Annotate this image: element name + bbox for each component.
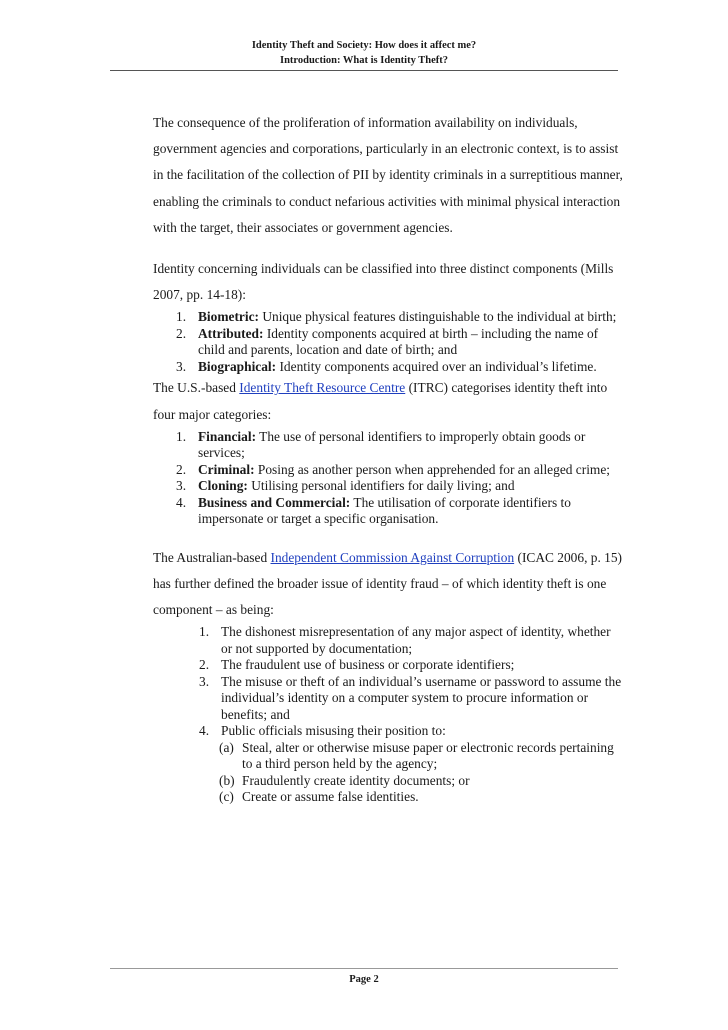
- list-description: Unique physical features distinguishable to the individual at birth;: [258, 309, 617, 325]
- list-term: Financial:: [198, 428, 257, 444]
- itrc-text-before: The U.S.-based: [153, 380, 240, 396]
- icac-link[interactable]: Independent Commission Against Corruption: [270, 549, 515, 565]
- list-description: Utilising personal identifiers for daily living; and: [247, 478, 515, 494]
- list-number: 3.: [176, 478, 187, 494]
- list-item: [153, 462, 623, 479]
- list-number: 2.: [176, 461, 187, 477]
- list-text: The dishonest misrepresentation of any major aspect of identity, whether or not supported by documentation;: [221, 624, 611, 656]
- sub-list-item: [153, 740, 623, 773]
- list-item: [153, 657, 623, 674]
- list-number: 1.: [199, 624, 210, 640]
- identity-components-list: [153, 309, 623, 375]
- sub-list-marker: (b): [219, 772, 235, 788]
- header-subtitle: Introduction: What is Identity Theft?: [279, 55, 449, 66]
- list-item: [153, 359, 623, 376]
- list-text: The misuse or theft of an individual’s username or password to assume the individual’s identity on a computer system to procure information or benefits; and: [221, 673, 622, 722]
- list-description: The use of personal identifiers to improperly obtain goods or services;: [198, 428, 586, 461]
- paragraph-consequence: The consequence of the proliferation of information availability on individuals, government agencies and corporations, particularly in an electronic context, is to assist in the facilitation of the collection of PII by identity criminals in a surreptitious manner, enabling the criminals to conduct nefarious activities with minimal physical interaction with the target, their associates or government agencies.: [153, 115, 623, 235]
- list-number: 2.: [176, 325, 187, 341]
- sub-list-text: Steal, alter or otherwise misuse paper or electronic records pertaining to a third person held by the agency;: [242, 739, 614, 772]
- sub-list-item: [153, 773, 623, 790]
- list-text: The fraudulent use of business or corporate identifiers;: [221, 657, 515, 673]
- list-term: Attributed:: [198, 325, 264, 341]
- running-header: [110, 38, 618, 68]
- sub-list-text: Create or assume false identities.: [242, 789, 419, 805]
- list-term: Cloning:: [198, 478, 248, 494]
- icac-sub-list: [153, 740, 623, 806]
- list-description: Identity components acquired over an individual’s lifetime.: [276, 358, 597, 374]
- list-item: [153, 495, 623, 528]
- sub-list-marker: (a): [219, 739, 234, 755]
- icac-definition-list: [153, 624, 623, 740]
- list-item: [153, 624, 623, 657]
- list-number: 2.: [199, 657, 210, 673]
- list-text: Public officials misusing their position to:: [221, 723, 446, 739]
- list-item: [153, 429, 623, 462]
- itrc-text-after: (ITRC) categorises identity theft into four major categories:: [153, 380, 608, 422]
- list-number: 1.: [176, 309, 187, 325]
- list-item: [153, 478, 623, 495]
- list-term: Biometric:: [198, 309, 259, 325]
- list-item: [153, 326, 623, 359]
- header-title: Identity Theft and Society: How does it affect me?: [251, 40, 477, 51]
- list-number: 3.: [199, 673, 210, 689]
- itrc-link[interactable]: Identity Theft Resource Centre: [239, 380, 406, 396]
- sub-list-item: [153, 789, 623, 806]
- list-item: [153, 723, 623, 740]
- sub-list-text: Fraudulently create identity documents; or: [242, 772, 470, 788]
- header-rule: [110, 70, 618, 71]
- itrc-categories-list: [153, 429, 623, 528]
- list-item: [153, 674, 623, 724]
- paragraph-itrc: [153, 375, 623, 427]
- page-number: Page 2: [349, 974, 379, 985]
- list-description: Posing as another person when apprehended for an alleged crime;: [254, 461, 611, 477]
- list-term: Biographical:: [198, 358, 277, 374]
- list-number: 4.: [176, 494, 187, 510]
- list-item: [153, 309, 623, 326]
- list-description: Identity components acquired at birth – including the name of child and parents, location and date of birth; and: [198, 325, 599, 358]
- icac-text-after: (ICAC 2006, p. 15) has further defined the broader issue of identity fraud – of which identity theft is one component – as being:: [153, 549, 623, 618]
- list-number: 3.: [176, 358, 187, 374]
- body-text: [153, 110, 623, 806]
- list-number: 4.: [199, 723, 210, 739]
- paragraph-icac: [153, 545, 623, 624]
- icac-text-before: The Australian-based: [153, 549, 271, 565]
- list-term: Business and Commercial:: [198, 494, 351, 510]
- list-description: The utilisation of corporate identifiers to impersonate or target a specific organisation.: [198, 494, 571, 527]
- paragraph-identity-components: Identity concerning individuals can be classified into three distinct components (Mills 2007, pp. 14-18):: [153, 261, 614, 303]
- list-term: Criminal:: [198, 461, 255, 477]
- sub-list-marker: (c): [219, 789, 234, 805]
- footer-rule: [110, 968, 618, 969]
- list-number: 1.: [176, 428, 187, 444]
